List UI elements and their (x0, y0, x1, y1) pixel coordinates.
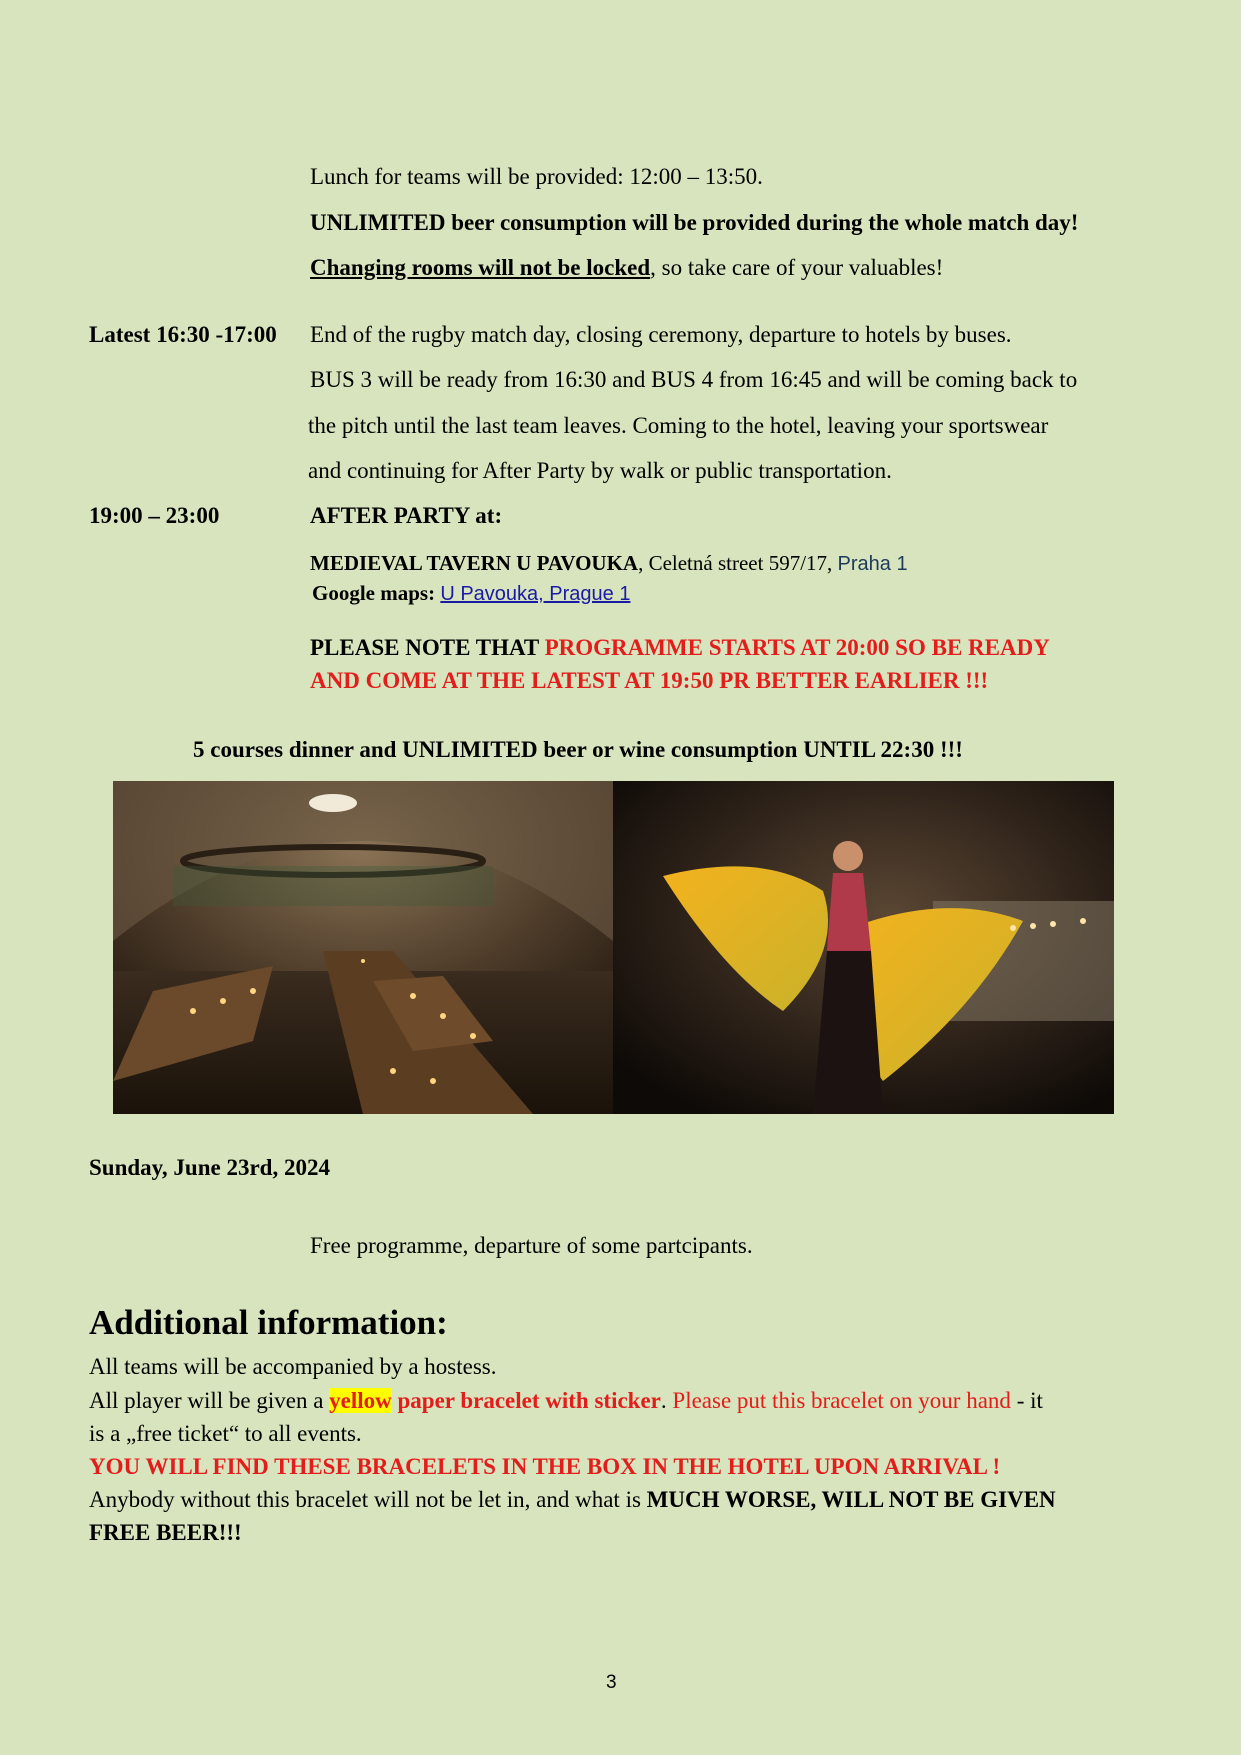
bracelet-line (89, 1388, 1043, 1414)
note-line2: AND COME AT THE LATEST AT 19:50 PR BETTER EARLIER !!! (310, 668, 989, 693)
anybody-line (89, 1487, 1056, 1513)
additional-heading: Additional information: (89, 1303, 448, 1342)
bracelet-bold: paper bracelet with sticker (391, 1388, 661, 1413)
changing-rooms-bold: Changing rooms will not be locked (310, 255, 651, 280)
after-party-title: AFTER PARTY at: (310, 503, 503, 528)
changing-rooms-text (310, 255, 943, 281)
end-of-day-time: Latest 16:30 -17:00 (89, 322, 277, 347)
end-of-day-line3: the pitch until the last team leaves. Coming to the hotel, leaving your sportswear (308, 413, 1049, 438)
ticket-text: is a „free ticket“ to all events. (89, 1421, 362, 1446)
maps-link[interactable]: U Pavouka, Prague 1 (440, 583, 631, 605)
worse-text: MUCH WORSE, WILL NOT BE GIVEN (646, 1487, 1056, 1512)
page-number: 3 (606, 1672, 617, 1693)
bracelet-red: Please put this bracelet on your hand (672, 1388, 1011, 1413)
venue-line (310, 551, 908, 576)
tavern-interior-photo (113, 781, 613, 1114)
bracelet-pre: All player will be given a (89, 1388, 330, 1413)
find-bracelets-text: YOU WILL FIND THESE BRACELETS IN THE BOX IN THE HOTEL UPON ARRIVAL ! (89, 1454, 1001, 1479)
note-black: PLEASE NOTE THAT (310, 635, 545, 660)
tavern-photos (113, 781, 1114, 1114)
sunday-date: Sunday, June 23rd, 2024 (89, 1155, 330, 1180)
dinner-text: 5 courses dinner and UNLIMITED beer or wine consumption UNTIL 22:30 !!! (193, 737, 963, 762)
bracelet-yellow: yellow (329, 1388, 392, 1413)
hostess-text: All teams will be accompanied by a hostess. (89, 1354, 497, 1379)
venue-name: MEDIEVAL TAVERN U PAVOUKA (310, 551, 639, 575)
changing-rooms-rest: , so take care of your valuables! (650, 255, 944, 280)
anybody-text: Anybody without this bracelet will not be let in, and what is (89, 1487, 647, 1512)
note-line1 (310, 635, 1050, 661)
dancer-photo (613, 781, 1114, 1114)
end-of-day-line2: BUS 3 will be ready from 16:30 and BUS 4 from 16:45 and will be coming back to (310, 367, 1078, 392)
bracelet-dot: . (660, 1388, 673, 1413)
maps-label: Google maps: (312, 581, 436, 605)
end-of-day-line4: and continuing for After Party by walk or public transportation. (308, 458, 892, 483)
sunday-programme: Free programme, departure of some partcipants. (310, 1233, 753, 1258)
maps-line (312, 581, 630, 606)
end-of-day-line1: End of the rugby match day, closing ceremony, departure to hotels by buses. (310, 322, 1012, 347)
venue-city: Praha 1 (837, 553, 908, 575)
after-party-time: 19:00 – 23:00 (89, 503, 220, 528)
venue-address: , Celetná street 597/17, (638, 551, 838, 575)
bracelet-post: - it (1010, 1388, 1043, 1413)
beer-text: UNLIMITED beer consumption will be provided during the whole match day! (310, 210, 1079, 235)
free-beer-text: FREE BEER!!! (89, 1520, 242, 1545)
note-red-1: PROGRAMME STARTS AT 20:00 SO BE READY (544, 635, 1050, 660)
lunch-text: Lunch for teams will be provided: 12:00 – 13:50. (310, 164, 763, 189)
